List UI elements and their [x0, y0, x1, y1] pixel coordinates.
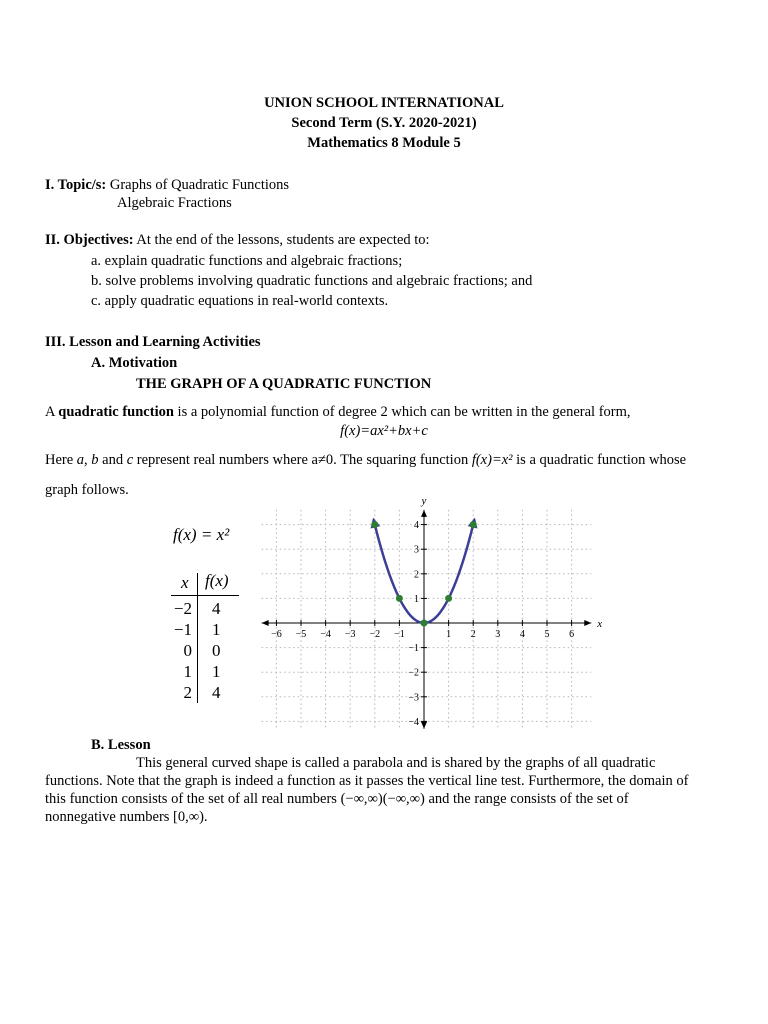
module-line: Mathematics 8 Module 5 [307, 135, 461, 151]
lesson-paragraph-line: functions. Note that the graph is indeed a function as it passes the vertical line test. Furthermore, the domain of [45, 773, 689, 789]
table-cell-x: 1 [183, 662, 192, 681]
school-name: UNION SCHOOL INTERNATIONAL [264, 95, 504, 111]
data-point [470, 521, 477, 528]
data-point [421, 620, 428, 627]
x-tick-label: 4 [519, 629, 525, 640]
table-header-x: x [181, 573, 189, 592]
y-axis-arrow-down [421, 722, 427, 729]
x-tick-label: −3 [344, 629, 356, 640]
objectives-line [45, 231, 430, 249]
data-point [371, 521, 378, 528]
objectives-label: II. Objectives: [45, 232, 134, 248]
topic-item: Algebraic Fractions [117, 195, 232, 211]
function-table [165, 525, 255, 715]
definition-line: A quadratic function is a polynomial function of degree 2 which can be written in the general form, [45, 404, 631, 420]
motivation-title: THE GRAPH OF A QUADRATIC FUNCTION [136, 376, 432, 392]
table-cell-fx: 1 [212, 662, 221, 681]
lesson-label: B. Lesson [91, 737, 151, 753]
x-tick-label: 3 [495, 629, 501, 640]
x-tick-label: −4 [320, 629, 331, 640]
y-tick-label: 1 [414, 593, 419, 605]
data-point [396, 595, 403, 602]
y-tick-label: −1 [408, 643, 419, 655]
table-cell-x: 2 [183, 683, 192, 702]
graph-follows: graph follows. [45, 482, 129, 498]
x-axis-arrow-left [262, 620, 269, 626]
parabola-graph [255, 492, 603, 737]
x-tick-label: 6 [569, 629, 575, 640]
y-tick-label: 4 [414, 520, 419, 532]
objective-item: b. solve problems involving quadratic functions and algebraic fractions; and [91, 273, 533, 289]
table-cell-x: −2 [173, 599, 192, 618]
y-axis-arrow-up [421, 510, 427, 517]
data-point [445, 595, 452, 602]
x-axis-label: x [597, 618, 603, 630]
y-tick-label: −3 [408, 692, 419, 704]
table-cell-fx: 4 [212, 599, 221, 618]
here-line: Here a, b and c represent real numbers where a≠0. The squaring function f(x)=x² is a quadratic function whose [45, 452, 687, 468]
x-tick-label: 1 [446, 629, 452, 640]
table-function-label: f(x) = x² [173, 525, 230, 544]
y-tick-label: −4 [408, 716, 419, 728]
table-header-fx: f(x) [205, 571, 229, 590]
topic-item: Graphs of Quadratic Functions [109, 177, 290, 193]
x-tick-label: −6 [271, 629, 282, 640]
objective-item: c. apply quadratic equations in real-world contexts. [91, 293, 389, 309]
topics-label: I. Topic/s: [45, 177, 107, 193]
table-cell-fx: 0 [212, 641, 221, 660]
table-cell-x: −1 [173, 620, 192, 639]
x-tick-label: −2 [369, 629, 381, 640]
x-tick-label: −1 [394, 629, 405, 640]
x-tick-label: 2 [470, 629, 476, 640]
table-divider [197, 573, 198, 703]
y-tick-label: 2 [414, 569, 419, 581]
y-axis-label: y [421, 494, 427, 507]
lesson-paragraph-line: This general curved shape is called a parabola and is shared by the graphs of all quadratic [136, 755, 656, 771]
x-axis-arrow-right [584, 620, 591, 626]
x-tick-label: 5 [544, 629, 550, 640]
lesson-paragraph-line: nonnegative numbers [0,∞). [45, 809, 208, 825]
lesson-paragraph-line: this function consists of the set of all real numbers (−∞,∞)(−∞,∞) and the range consists of the set of [45, 791, 629, 807]
y-tick-label: −2 [408, 667, 419, 679]
term-line: Second Term (S.Y. 2020-2021) [291, 115, 477, 131]
table-header-rule [171, 595, 239, 596]
table-cell-x: 0 [183, 641, 192, 660]
topics-line [45, 176, 289, 194]
motivation-label: A. Motivation [91, 355, 178, 371]
table-cell-fx: 4 [212, 683, 221, 702]
y-tick-label: 3 [414, 544, 419, 556]
table-cell-fx: 1 [212, 620, 221, 639]
objective-item: a. explain quadratic functions and algebraic fractions; [91, 253, 403, 269]
section-title: III. Lesson and Learning Activities [45, 334, 261, 350]
general-form-equation: f(x)=ax²+bx+c [340, 423, 428, 439]
x-tick-label: −5 [295, 629, 307, 640]
objectives-intro: At the end of the lessons, students are expected to: [136, 232, 430, 248]
